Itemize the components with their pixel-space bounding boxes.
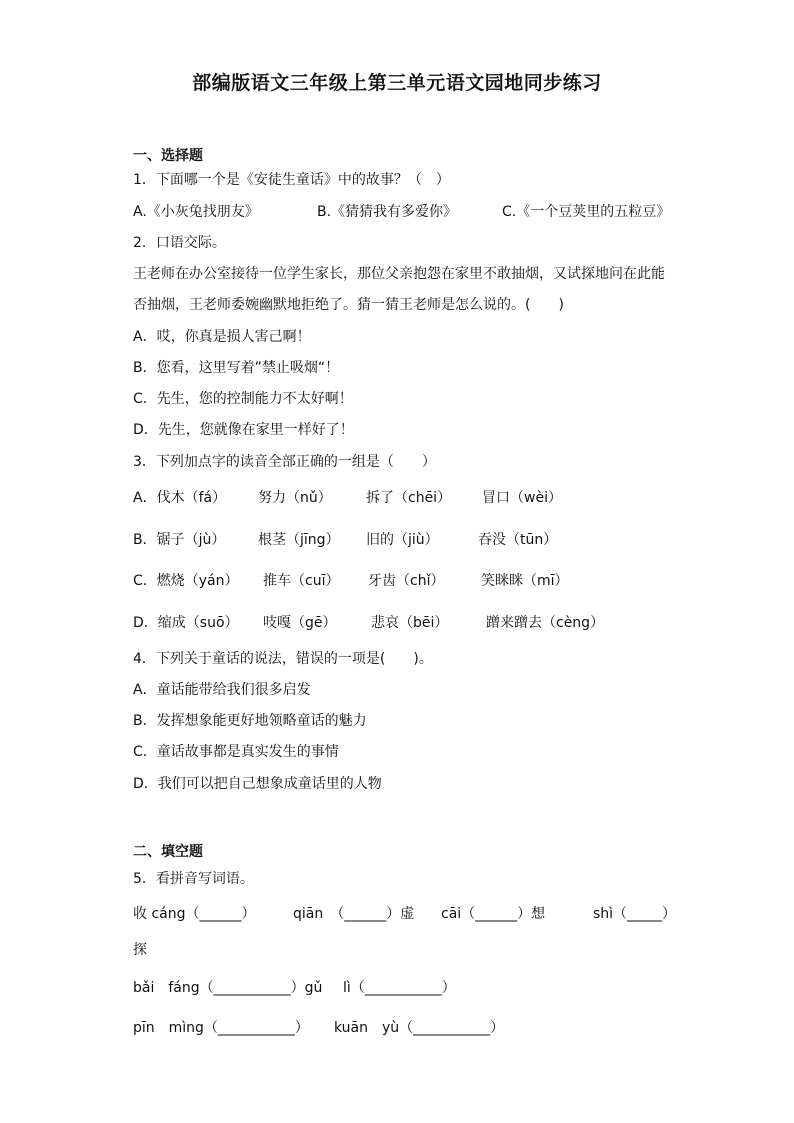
- question-5-blank-2: qiān （______）虚: [293, 906, 415, 922]
- question-3-option-d-item-4: 蹭来蹭去（cèng）: [486, 615, 605, 631]
- question-3-option-b-item-1: B．锯子（jù）: [133, 532, 226, 548]
- question-3-option-d-item-1: D．缩成（suō）: [133, 615, 239, 631]
- question-2-option-d: D．先生，您就像在家里一样好了！: [133, 422, 354, 438]
- question-3-option-b-item-3: 旧的（jiù）: [366, 532, 439, 548]
- question-4-option-b: B．发挥想象能更好地领略童话的魅力: [133, 713, 367, 729]
- question-3-option-b-item-2: 根茎（jīng）: [258, 532, 340, 548]
- question-5-blank-7: pīn mìng（___________）: [133, 1020, 309, 1036]
- question-5-blank-4: shì（_____）: [593, 906, 677, 922]
- question-4-option-c: C．童话故事都是真实发生的事情: [133, 744, 339, 760]
- question-5-stem: 5．看拼音写词语。: [133, 871, 254, 887]
- question-1-stem: 1．下面哪一个是《安徒生童话》中的故事？（ ）: [133, 172, 450, 188]
- question-3-option-c-item-2: 推车（cuī）: [263, 573, 340, 589]
- question-2-option-a: A．哎，你真是损人害己啊！: [133, 329, 311, 345]
- question-3-option-a-item-2: 努力（nǔ）: [258, 490, 332, 506]
- question-3-option-c-item-3: 牙齿（chǐ）: [368, 573, 445, 589]
- question-1-option-a: A.《小灰兔找朋友》: [133, 204, 259, 220]
- question-5-blank-8: kuān yù（___________）: [334, 1020, 505, 1036]
- question-2-stem: 2．口语交际。: [133, 235, 226, 251]
- question-1-option-b: B.《猜猜我有多爱你》: [317, 204, 458, 220]
- question-5-blank-6: lì（___________）: [343, 980, 456, 996]
- question-3-option-d-item-2: 吱嘎（gē）: [263, 615, 337, 631]
- question-5-blank-5: bǎi fáng（___________）gǔ: [133, 980, 323, 996]
- question-3-option-a-item-4: 冒口（wèi）: [482, 490, 562, 506]
- question-3-stem: 3．下列加点字的读音全部正确的一组是（ ）: [133, 454, 436, 470]
- question-3-option-c-item-1: C．燃烧（yán）: [133, 573, 239, 589]
- question-2-option-b: B．您看，这里写着”禁止吸烟“！: [133, 360, 340, 376]
- page-title: 部编版语文三年级上第三单元语文园地同步练习: [192, 72, 602, 94]
- section-heading-choice: 一、选择题: [133, 148, 203, 164]
- question-5-blank-4-suffix: 探: [133, 942, 147, 958]
- question-3-option-a-item-3: 拆了（chēi）: [366, 490, 452, 506]
- question-4-option-a: A．童话能带给我们很多启发: [133, 682, 311, 698]
- question-2-paragraph-line-2: 否抽烟，王老师委婉幽默地拒绝了。猜一猜王老师是怎么说的。( ): [133, 297, 564, 313]
- question-4-option-d: D．我们可以把自己想象成童话里的人物: [133, 776, 382, 792]
- question-2-paragraph-line-1: 王老师在办公室接待一位学生家长，那位父亲抱怨在家里不敢抽烟，又试探地问在此能: [133, 266, 665, 282]
- question-1-option-c: C.《一个豆荚里的五粒豆》: [502, 204, 671, 220]
- question-3-option-c-item-4: 笑眯眯（mī）: [481, 573, 569, 589]
- question-3-option-a-item-1: A．伐木（fá）: [133, 490, 227, 506]
- section-heading-fill-in: 二、填空题: [133, 844, 203, 860]
- question-5-blank-1: 收 cáng（______）: [133, 906, 256, 922]
- question-4-stem: 4．下列关于童话的说法，错误的一项是( )。: [133, 651, 433, 667]
- question-5-blank-3: cāi（______）想: [441, 906, 546, 922]
- question-2-option-c: C．先生，您的控制能力不太好啊！: [133, 391, 353, 407]
- question-3-option-b-item-4: 吞没（tūn）: [478, 532, 558, 548]
- question-3-option-d-item-3: 悲哀（bēi）: [371, 615, 449, 631]
